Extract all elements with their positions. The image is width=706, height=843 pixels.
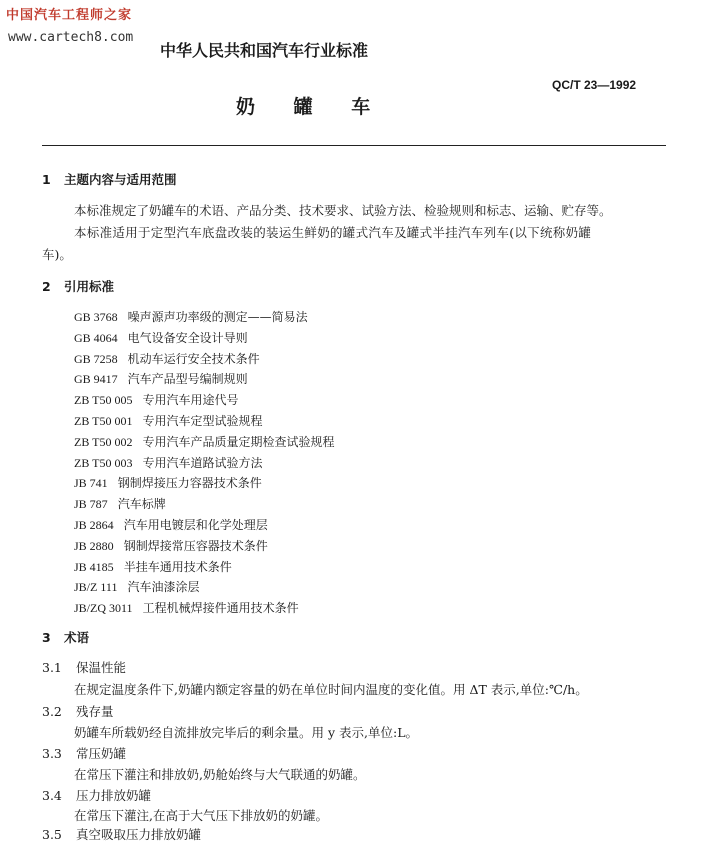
reference-code: ZB T50 003: [74, 455, 133, 470]
reference-code: JB/Z 111: [74, 580, 118, 595]
term-name: 压力排放奶罐: [76, 788, 152, 803]
reference-item: [74, 515, 334, 536]
standard-code: QC/T 23—1992: [552, 78, 637, 92]
reference-code: GB 3768: [74, 310, 118, 324]
reference-code: JB 2880: [74, 538, 114, 553]
header-rule: [42, 145, 666, 146]
reference-item: [74, 432, 334, 453]
section-1-heading: [42, 170, 177, 188]
reference-item: [74, 536, 334, 557]
reference-code: ZB T50 001: [74, 413, 133, 428]
term-number: 3.3: [42, 746, 62, 761]
term-heading: [42, 658, 126, 676]
reference-item: [74, 494, 334, 515]
reference-name: 汽车油漆涂层: [127, 580, 200, 595]
term-definition: 奶罐车所载奶经自流排放完毕后的剩余量。用 y 表示,单位:L。: [74, 725, 418, 740]
reference-item: [74, 369, 334, 390]
reference-code: GB 7258: [74, 351, 118, 366]
reference-name: 专用汽车道路试验方法: [142, 455, 263, 470]
term-definition: 在常压下灌注,在高于大气压下排放奶的奶罐。: [74, 808, 328, 823]
reference-name: 专用汽车定型试验规程: [142, 413, 263, 428]
reference-name: 专用汽车产品质量定期检查试验规程: [142, 434, 335, 449]
reference-name: 半挂车通用技术条件: [123, 559, 232, 574]
term-heading: [42, 825, 201, 843]
section-number: 2: [42, 279, 51, 294]
reference-code: ZB T50 002: [74, 434, 133, 449]
reference-item: [74, 577, 334, 598]
reference-code: GB 9417: [74, 372, 118, 387]
reference-code: JB 2864: [74, 517, 114, 532]
term-name: 真空吸取压力排放奶罐: [76, 827, 202, 842]
term-number: 3.1: [42, 660, 62, 675]
reference-code: GB 4064: [74, 330, 118, 345]
section-3-heading: [42, 628, 89, 646]
reference-name: 钢制焊接压力容器技术条件: [117, 476, 262, 491]
reference-name: 工程机械焊接件通用技术条件: [142, 601, 299, 616]
reference-name: 汽车产品型号编制规则: [127, 372, 248, 387]
section-title: 引用标准: [64, 279, 115, 294]
watermark-site-name: 中国汽车工程师之家: [6, 8, 133, 23]
term-number: 3.5: [42, 827, 62, 842]
reference-name: 噪声源声功率级的测定——简易法: [127, 310, 308, 324]
reference-item: [74, 473, 334, 494]
reference-name: 汽车用电镀层和化学处理层: [123, 517, 268, 532]
reference-name: 电气设备安全设计导则: [127, 330, 248, 345]
reference-item: [74, 328, 334, 349]
reference-item: [74, 453, 334, 474]
reference-code: JB 741: [74, 476, 108, 491]
term-name: 常压奶罐: [76, 746, 127, 761]
term-definition: 在规定温度条件下,奶罐内额定容量的奶在单位时间内温度的变化值。用 ΔT 表示,单位:℃/h。: [74, 682, 588, 697]
reference-code: JB 787: [74, 497, 108, 512]
reference-name: 汽车标牌: [117, 497, 166, 512]
reference-name: 专用汽车用途代号: [142, 393, 239, 408]
document-title: 奶 罐 车: [236, 96, 387, 118]
section-1-paragraph-2-cont: 车)。: [42, 247, 72, 262]
term-number: 3.2: [42, 704, 62, 719]
term-heading: [42, 744, 126, 762]
reference-code: JB 4185: [74, 559, 114, 574]
term-heading: [42, 702, 114, 720]
term-name: 保温性能: [76, 660, 127, 675]
reference-item: [74, 390, 334, 411]
section-title: 术语: [64, 630, 90, 645]
term-heading: [42, 786, 151, 804]
reference-item: [74, 411, 334, 432]
reference-item: [74, 349, 334, 370]
reference-code: JB/ZQ 3011: [74, 601, 133, 616]
reference-name: 钢制焊接常压容器技术条件: [123, 538, 268, 553]
term-name: 残存量: [76, 704, 114, 719]
reference-list: [74, 307, 334, 619]
section-1-paragraph-2: 本标准适用于定型汽车底盘改装的装运生鲜奶的罐式汽车及罐式半挂汽车列车(以下统称奶罐: [74, 225, 592, 240]
section-1-paragraph-1: 本标准规定了奶罐车的术语、产品分类、技术要求、试验方法、检验规则和标志、运输、贮存等。: [74, 203, 612, 218]
section-number: 3: [42, 630, 51, 645]
reference-code: ZB T50 005: [74, 393, 133, 408]
reference-item: [74, 557, 334, 578]
issuing-organization: 中华人民共和国汽车行业标准: [160, 41, 369, 60]
reference-item: [74, 307, 334, 328]
reference-item: [74, 598, 334, 619]
section-title: 主题内容与适用范围: [64, 172, 177, 187]
watermark-url: www.cartech8.com: [8, 30, 134, 45]
reference-name: 机动车运行安全技术条件: [127, 351, 260, 366]
section-number: 1: [42, 172, 51, 187]
section-2-heading: [42, 277, 114, 295]
term-number: 3.4: [42, 788, 62, 803]
term-definition: 在常压下灌注和排放奶,奶舱始终与大气联通的奶罐。: [74, 767, 366, 782]
